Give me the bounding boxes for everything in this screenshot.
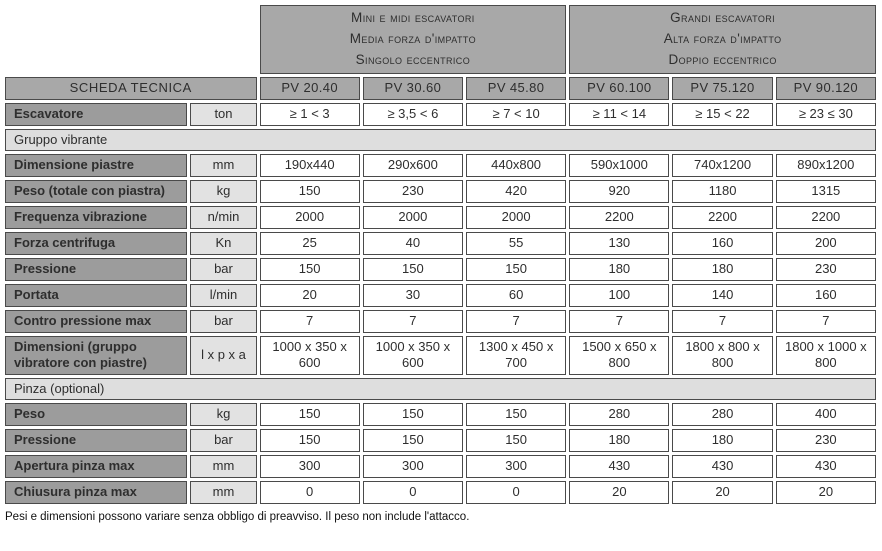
table-row-pressione-pinza — [5, 429, 876, 452]
value-cell: 40 — [363, 232, 463, 255]
section-title: Gruppo vibrante — [5, 129, 876, 151]
value-cell: 160 — [672, 232, 772, 255]
table-row-portata — [5, 284, 876, 307]
value-cell: 2200 — [672, 206, 772, 229]
value-cell: 7 — [776, 310, 876, 333]
value-cell: 160 — [776, 284, 876, 307]
value-cell: 180 — [672, 429, 772, 452]
table-row-peso-totale — [5, 180, 876, 203]
value-cell: 7 — [569, 310, 669, 333]
value-cell: 150 — [363, 403, 463, 426]
unit-cell: n/min — [190, 206, 256, 229]
value-cell: 1500 x 650 x 800 — [569, 336, 669, 375]
value-cell: 150 — [260, 403, 360, 426]
value-cell: 1180 — [672, 180, 772, 203]
value-cell: 2200 — [776, 206, 876, 229]
unit-cell: l/min — [190, 284, 256, 307]
row-label: Dimensione piastre — [5, 154, 187, 177]
model-header-pv75120: PV 75.120 — [672, 77, 772, 100]
value-cell: 190x440 — [260, 154, 360, 177]
row-label: Dimensioni (gruppo vibratore con piastre) — [5, 336, 187, 375]
value-cell: 1300 x 450 x 700 — [466, 336, 566, 375]
section-header-pinza — [5, 378, 876, 400]
value-cell: 300 — [260, 455, 360, 478]
value-cell: 230 — [776, 429, 876, 452]
value-cell: 420 — [466, 180, 566, 203]
value-cell: 0 — [466, 481, 566, 504]
row-label: Escavatore — [5, 103, 187, 126]
value-cell: 150 — [260, 180, 360, 203]
value-cell: 430 — [776, 455, 876, 478]
value-cell: 300 — [363, 455, 463, 478]
value-cell: 55 — [466, 232, 566, 255]
row-label: Pressione — [5, 258, 187, 281]
value-cell: ≥ 11 < 14 — [569, 103, 669, 126]
value-cell: 1800 x 800 x 800 — [672, 336, 772, 375]
value-cell: ≥ 3,5 < 6 — [363, 103, 463, 126]
table-row-chiusura-pinza — [5, 481, 876, 504]
value-cell: 180 — [569, 429, 669, 452]
table-row-frequenza-vibrazione — [5, 206, 876, 229]
value-cell: 150 — [363, 258, 463, 281]
group-mini-line-1: Mini e midi escavatori — [351, 10, 475, 25]
value-cell: 890x1200 — [776, 154, 876, 177]
unit-cell: l x p x a — [190, 336, 256, 375]
value-cell: 440x800 — [466, 154, 566, 177]
group-mini-line-2: Media forza d'impatto — [349, 30, 476, 46]
value-cell: 25 — [260, 232, 360, 255]
value-cell: 2000 — [466, 206, 566, 229]
table-row-forza-centrifuga — [5, 232, 876, 255]
scheda-tecnica-header: SCHEDA TECNICA — [5, 77, 257, 100]
group-header-row — [5, 5, 876, 74]
value-cell: 7 — [672, 310, 772, 333]
value-cell: 150 — [466, 429, 566, 452]
model-header-pv3060: PV 30.60 — [363, 77, 463, 100]
value-cell: ≥ 1 < 3 — [260, 103, 360, 126]
value-cell: 20 — [260, 284, 360, 307]
value-cell: 60 — [466, 284, 566, 307]
value-cell: 20 — [672, 481, 772, 504]
table-row-escavatore — [5, 103, 876, 126]
unit-cell: mm — [190, 481, 256, 504]
group-header-mini — [260, 5, 567, 74]
value-cell: 230 — [363, 180, 463, 203]
value-cell: 130 — [569, 232, 669, 255]
value-cell: 2000 — [260, 206, 360, 229]
value-cell: 2200 — [569, 206, 669, 229]
row-label: Portata — [5, 284, 187, 307]
value-cell: 920 — [569, 180, 669, 203]
model-header-row — [5, 77, 876, 100]
value-cell: 200 — [776, 232, 876, 255]
value-cell: 7 — [466, 310, 566, 333]
value-cell: ≥ 7 < 10 — [466, 103, 566, 126]
row-label: Contro pressione max — [5, 310, 187, 333]
group-grandi-line-2: Alta forza d'impatto — [663, 30, 782, 46]
value-cell: 150 — [363, 429, 463, 452]
value-cell: 180 — [672, 258, 772, 281]
value-cell: 7 — [363, 310, 463, 333]
value-cell: 100 — [569, 284, 669, 307]
unit-cell: ton — [190, 103, 256, 126]
value-cell: 0 — [260, 481, 360, 504]
model-header-pv90120: PV 90.120 — [776, 77, 876, 100]
table-row-contro-pressione — [5, 310, 876, 333]
value-cell: 400 — [776, 403, 876, 426]
row-label: Peso — [5, 403, 187, 426]
value-cell: ≥ 23 ≤ 30 — [776, 103, 876, 126]
value-cell: 140 — [672, 284, 772, 307]
group-header-grandi — [569, 5, 876, 74]
unit-cell: mm — [190, 455, 256, 478]
value-cell: 180 — [569, 258, 669, 281]
value-cell: 740x1200 — [672, 154, 772, 177]
table-footnote: Pesi e dimensioni possono variare senza obbligo di preavviso. Il peso non include l'attacco. — [5, 510, 470, 523]
value-cell: 430 — [672, 455, 772, 478]
value-cell: 2000 — [363, 206, 463, 229]
unit-cell: kg — [190, 180, 256, 203]
value-cell: 230 — [776, 258, 876, 281]
table-row-apertura-pinza — [5, 455, 876, 478]
unit-cell: bar — [190, 310, 256, 333]
row-label: Peso (totale con piastra) — [5, 180, 187, 203]
model-header-pv2040: PV 20.40 — [260, 77, 360, 100]
value-cell: 1315 — [776, 180, 876, 203]
value-cell: 30 — [363, 284, 463, 307]
row-label: Chiusura pinza max — [5, 481, 187, 504]
model-header-pv4580: PV 45.80 — [466, 77, 566, 100]
unit-cell: kg — [190, 403, 256, 426]
value-cell: 1800 x 1000 x 800 — [776, 336, 876, 375]
unit-cell: mm — [190, 154, 256, 177]
value-cell: 150 — [466, 258, 566, 281]
value-cell: ≥ 15 < 22 — [672, 103, 772, 126]
unit-cell: bar — [190, 429, 256, 452]
value-cell: 300 — [466, 455, 566, 478]
value-cell: 1000 x 350 x 600 — [363, 336, 463, 375]
value-cell: 150 — [466, 403, 566, 426]
value-cell: 7 — [260, 310, 360, 333]
value-cell: 150 — [260, 258, 360, 281]
value-cell: 150 — [260, 429, 360, 452]
value-cell: 1000 x 350 x 600 — [260, 336, 360, 375]
spec-table — [2, 2, 879, 507]
model-header-pv60100: PV 60.100 — [569, 77, 669, 100]
row-label: Pressione — [5, 429, 187, 452]
section-title: Pinza (optional) — [5, 378, 876, 400]
value-cell: 590x1000 — [569, 154, 669, 177]
value-cell: 430 — [569, 455, 669, 478]
table-row-dimensione-piastre — [5, 154, 876, 177]
row-label: Apertura pinza max — [5, 455, 187, 478]
section-header-gruppo-vibrante — [5, 129, 876, 151]
group-mini-line-3: Singolo eccentrico — [355, 51, 471, 67]
blank-corner-cell — [5, 5, 257, 74]
value-cell: 280 — [672, 403, 772, 426]
row-label: Frequenza vibrazione — [5, 206, 187, 229]
table-row-dimensioni-gruppo — [5, 336, 876, 375]
value-cell: 20 — [776, 481, 876, 504]
unit-cell: Kn — [190, 232, 256, 255]
row-label: Forza centrifuga — [5, 232, 187, 255]
value-cell: 20 — [569, 481, 669, 504]
value-cell: 290x600 — [363, 154, 463, 177]
value-cell: 280 — [569, 403, 669, 426]
value-cell: 0 — [363, 481, 463, 504]
unit-cell: bar — [190, 258, 256, 281]
group-grandi-line-3: Doppio eccentrico — [668, 51, 777, 67]
table-row-peso-pinza — [5, 403, 876, 426]
table-row-pressione-gruppo — [5, 258, 876, 281]
group-grandi-line-1: Grandi escavatori — [670, 10, 776, 25]
